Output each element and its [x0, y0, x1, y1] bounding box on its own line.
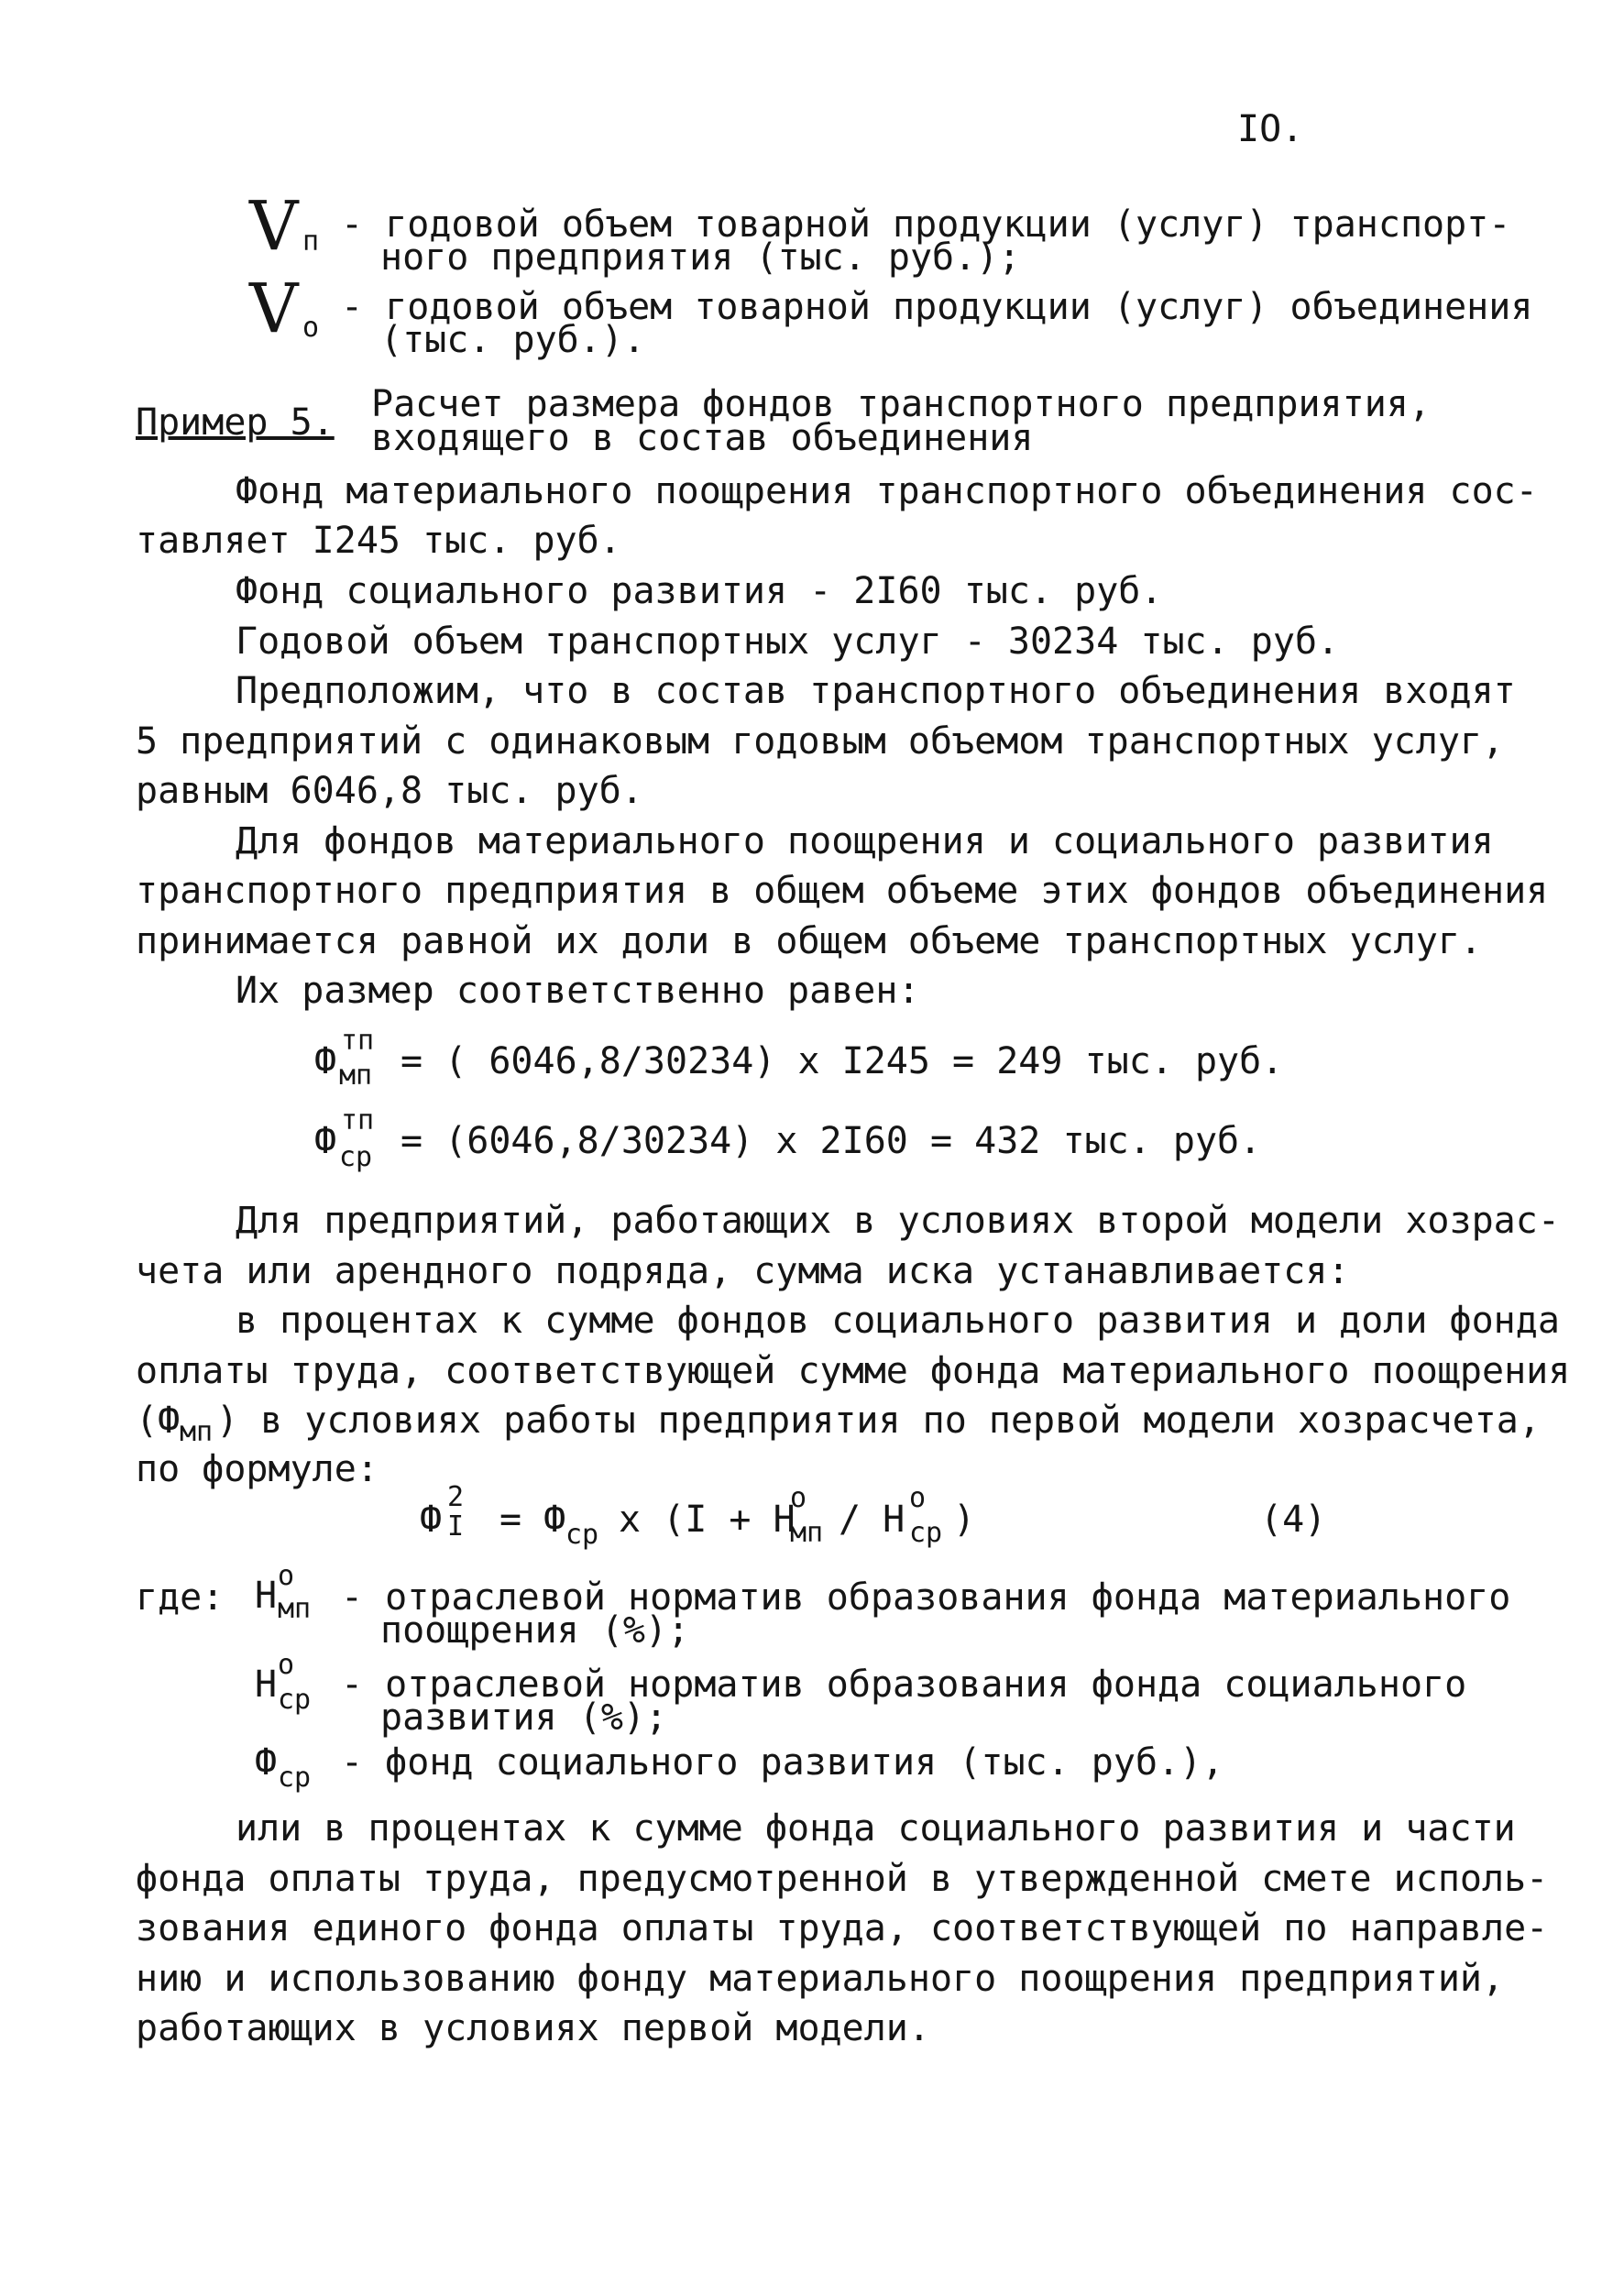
eq-subscript: ср — [339, 1141, 373, 1173]
paragraph-subscript: мп — [180, 1416, 214, 1448]
where-text-line: - отраслевой норматив образования фонда социального — [341, 1664, 1467, 1706]
where-text-line: поощрения (%); — [380, 1609, 690, 1652]
where-symbol: Ф — [255, 1741, 278, 1784]
where-sup: о — [278, 1560, 295, 1592]
paragraph-line: Фонд социального развития - 2I60 тыс. руб. — [236, 570, 1163, 612]
var-text-line: - годовой объем товарной продукции (услуг) объединения — [341, 286, 1533, 328]
eq-superscript: тп — [341, 1025, 375, 1057]
paragraph-line: транспортного предприятия в общем объеме этих фондов объединения — [136, 870, 1549, 912]
paragraph-text: (Ф — [136, 1400, 181, 1442]
where-sup: о — [278, 1649, 295, 1681]
eq-subscript: мп — [339, 1060, 373, 1092]
where-symbol: Н — [255, 1575, 278, 1617]
paragraph-line: тавляет I245 тыс. руб. — [136, 520, 621, 562]
eq-superscript: тп — [341, 1104, 375, 1136]
formula-number: (4) — [1260, 1499, 1327, 1541]
paragraph-line: по формуле: — [136, 1448, 379, 1490]
paragraph-line: принимается равной их доли в общем объеме транспортных услуг. — [136, 920, 1483, 962]
paragraph-line: работающих в условиях первой модели. — [136, 2007, 930, 2049]
paragraph-line: 5 предприятий с одинаковым годовым объемом транспортных услуг, — [136, 720, 1505, 763]
var-text-line: (тыс. руб.). — [380, 319, 645, 361]
var-symbol: V — [249, 269, 299, 348]
var-symbol: V — [249, 187, 299, 266]
where-label: где: — [136, 1576, 225, 1619]
formula-eq: = Ф — [499, 1499, 566, 1541]
formula-n2-sup: о — [909, 1482, 927, 1514]
eq-body: = ( 6046,8/30234) x I245 = 249 тыс. руб. — [401, 1040, 1284, 1082]
paragraph-line: Годовой объем транспортных услуг - 30234 тыс. руб. — [236, 620, 1340, 663]
where-text-line: развития (%); — [380, 1697, 668, 1739]
formula-lhs-sub: I — [447, 1510, 465, 1543]
eq-symbol: Ф — [314, 1120, 337, 1162]
formula-n2-sub: ср — [909, 1517, 943, 1549]
where-text-line: - фонд социального развития (тыс. руб.), — [341, 1741, 1224, 1784]
paragraph-line: в процентах к сумме фондов социального развития и доли фонда — [236, 1300, 1560, 1342]
paragraph-line: Фонд материального поощрения транспортного объединения сос- — [236, 470, 1538, 512]
paragraph-line: чета или арендного подряда, сумма иска устанавливается: — [136, 1250, 1350, 1292]
var-text-line: - годовой объем товарной продукции (услуг) транспорт- — [341, 203, 1511, 246]
formula-n1-sub: мп — [790, 1517, 824, 1549]
page-number: IO. — [1237, 108, 1304, 150]
paragraph-line: Их размер соответственно равен: — [236, 970, 920, 1012]
paragraph-line: Для предприятий, работающих в условиях второй модели хозрас- — [236, 1200, 1560, 1242]
eq-body: = (6046,8/30234) x 2I60 = 432 тыс. руб. — [401, 1120, 1262, 1162]
example-title-line: Расчет размера фондов транспортного предприятия, — [371, 383, 1431, 425]
example-label: Пример 5. — [136, 401, 335, 444]
where-sub: ср — [278, 1762, 312, 1794]
paragraph-line: фонда оплаты труда, предусмотренной в утвержденной смете исполь- — [136, 1858, 1549, 1900]
paragraph-line: оплаты труда, соответствующей сумме фонда материального поощрения — [136, 1350, 1571, 1392]
var-subscript: п — [302, 225, 320, 258]
where-sub: ср — [278, 1684, 312, 1716]
paragraph-line: Для фондов материального поощрения и социального развития — [236, 820, 1494, 862]
paragraph-line: или в процентах к сумме фонда социального развития и части — [236, 1807, 1516, 1850]
formula-eq-sub: ср — [565, 1519, 599, 1551]
paragraph-line: равным 6046,8 тыс. руб. — [136, 770, 643, 812]
var-subscript: о — [302, 312, 320, 344]
formula-lhs: Ф — [420, 1499, 443, 1541]
where-text-line: - отраслевой норматив образования фонда материального — [341, 1576, 1511, 1619]
paragraph-text: ) в условиях работы предприятия по первой модели хозрасчета, — [216, 1400, 1541, 1442]
formula-slash: / Н — [839, 1499, 905, 1541]
paragraph-line: Предположим, что в состав транспортного объединения входят — [236, 670, 1516, 712]
paragraph-line: нию и использованию фонду материального поощрения предприятий, — [136, 1958, 1505, 2000]
formula-lhs-sup: 2 — [447, 1481, 465, 1513]
formula-mid: x (I + Н — [619, 1499, 796, 1541]
paragraph-line: зования единого фонда оплаты труда, соответствующей по направле- — [136, 1907, 1549, 1949]
formula-n1-sup: о — [790, 1482, 807, 1514]
eq-symbol: Ф — [314, 1040, 337, 1082]
where-symbol: Н — [255, 1664, 278, 1706]
where-sub: мп — [278, 1593, 312, 1625]
var-text-line: ного предприятия (тыс. руб.); — [380, 236, 1021, 279]
formula-close: ) — [953, 1499, 976, 1541]
example-title-line: входящего в состав объединения — [371, 417, 1034, 459]
